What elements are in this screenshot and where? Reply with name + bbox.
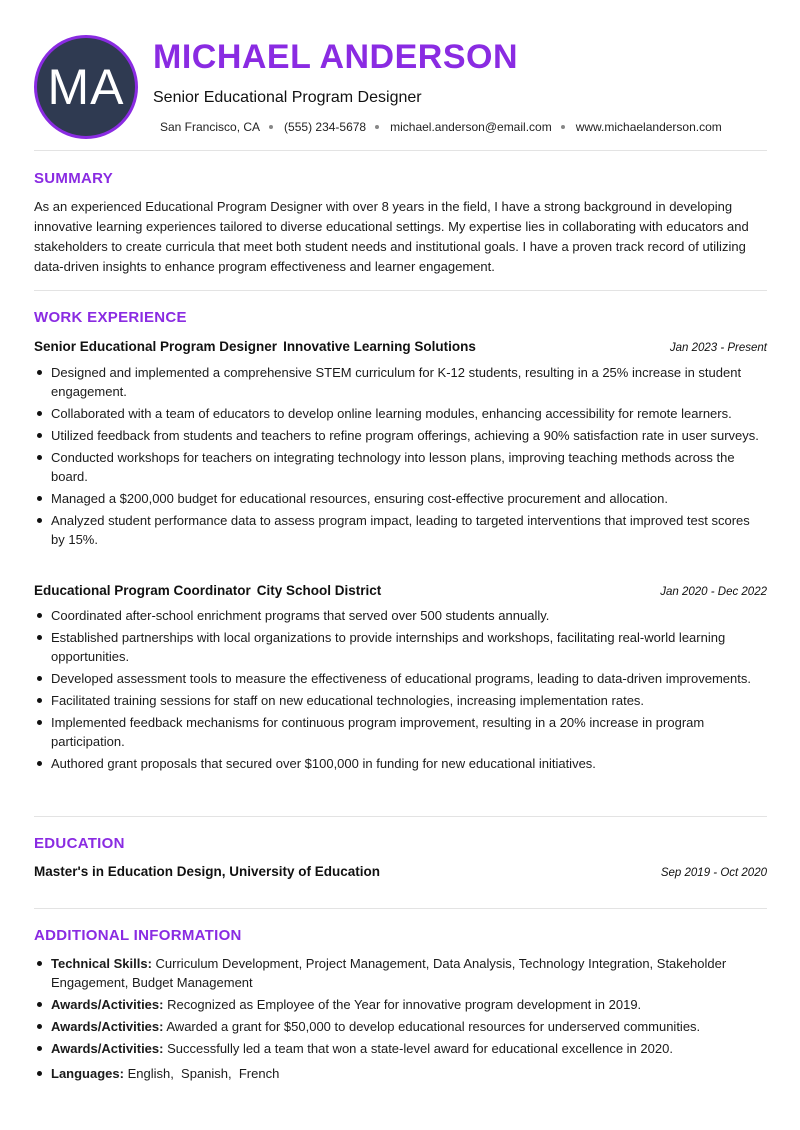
item-label: Awards/Activities:	[51, 1019, 164, 1034]
item-label: Awards/Activities:	[51, 1041, 164, 1056]
summary-heading: SUMMARY	[34, 170, 114, 187]
job-header	[34, 338, 767, 356]
contact-phone[interactable]: (555) 234-5678	[284, 120, 367, 134]
avatar	[34, 35, 138, 139]
list-item: Designed and implemented a comprehensive STEM curriculum for K-12 students, resulting in a 25% increase in student engagement.	[34, 363, 767, 401]
list-item	[34, 1039, 767, 1058]
job-date: Jan 2020 - Dec 2022	[660, 586, 767, 598]
item-text: Awarded a grant for $50,000 to develop educational resources for underserved communities.	[163, 1019, 701, 1034]
education-entry	[34, 864, 767, 879]
list-item: Analyzed student performance data to assess program impact, leading to targeted interventions that improved test scores by 15%.	[34, 511, 767, 549]
job-company: City School District	[256, 583, 382, 598]
item-text: Recognized as Employee of the Year for innovative program development in 2019.	[163, 997, 642, 1012]
item-text: Curriculum Development, Project Management, Data Analysis, Technology Integration, Stakeholder Engagement, Budget Management	[51, 956, 727, 990]
list-item: Implemented feedback mechanisms for continuous program improvement, resulting in a 20% increase in program participation.	[34, 713, 767, 751]
separator-dot-icon	[269, 125, 273, 129]
divider	[34, 290, 767, 291]
list-item	[34, 954, 767, 992]
job-bullets	[34, 606, 767, 776]
contact-location: San Francisco, CA	[160, 120, 261, 134]
job-header	[34, 582, 767, 600]
summary-text: As an experienced Educational Program Designer with over 8 years in the field, I have a strong background in developing innovative learning experiences tailored to diverse educational settings. My expertise lies in collaborating with educators and stakeholders to create curricula that meet both student needs and institutional goals. I have a proven track record of utilizing data-driven insights to enhance program effectiveness and learner engagement.	[34, 199, 749, 274]
job-bullets	[34, 363, 767, 552]
additional-info-list	[34, 954, 767, 1086]
job-role-company	[34, 338, 476, 356]
divider	[34, 150, 767, 151]
separator-dot-icon	[375, 125, 379, 129]
education-date: Sep 2019 - Oct 2020	[660, 867, 767, 879]
list-item: Coordinated after-school enrichment programs that served over 500 students annually.	[34, 606, 767, 625]
job-role: Educational Program Coordinator	[34, 583, 251, 598]
job-title: Senior Educational Program Designer	[153, 89, 422, 106]
job-date: Jan 2023 - Present	[669, 342, 767, 354]
contact-website[interactable]: www.michaelanderson.com	[575, 120, 722, 134]
work-experience-heading: WORK EXPERIENCE	[34, 309, 187, 326]
job-role: Senior Educational Program Designer	[34, 339, 278, 354]
item-label: Languages:	[51, 1066, 124, 1081]
item-label: Awards/Activities:	[51, 997, 164, 1012]
list-item	[34, 1064, 767, 1083]
candidate-name: MICHAEL ANDERSON	[153, 38, 519, 76]
additional-info-heading: ADDITIONAL INFORMATION	[34, 927, 242, 944]
item-label: Technical Skills:	[51, 956, 152, 971]
contact-email[interactable]: michael.anderson@email.com	[390, 120, 552, 134]
separator-dot-icon	[561, 125, 565, 129]
list-item: Developed assessment tools to measure the effectiveness of educational programs, leading to data-driven improvements.	[34, 669, 767, 688]
list-item: Utilized feedback from students and teachers to refine program offerings, achieving a 90% satisfaction rate in user surveys.	[34, 426, 767, 445]
list-item: Established partnerships with local organizations to provide internships and workshops, facilitating real-world learning opportunities.	[34, 628, 767, 666]
avatar-initials: MA	[47, 59, 125, 115]
list-item: Authored grant proposals that secured over $100,000 in funding for new educational initiatives.	[34, 754, 767, 773]
job-role-company	[34, 582, 381, 600]
list-item: Collaborated with a team of educators to develop online learning modules, enhancing accessibility for remote learners.	[34, 404, 767, 423]
education-degree: Master's in Education Design, University of Education	[34, 864, 381, 879]
list-item: Conducted workshops for teachers on integrating technology into lesson plans, improving teaching methods across the board.	[34, 448, 767, 486]
divider	[34, 908, 767, 909]
contact-bar	[160, 120, 722, 134]
education-heading: EDUCATION	[34, 835, 125, 852]
list-item	[34, 995, 767, 1014]
job-company: Innovative Learning Solutions	[283, 339, 476, 354]
list-item: Managed a $200,000 budget for educational resources, ensuring cost-effective procurement and allocation.	[34, 489, 767, 508]
list-item	[34, 1017, 767, 1036]
item-text: Successfully led a team that won a state-level award for educational excellence in 2020.	[163, 1041, 673, 1056]
divider	[34, 816, 767, 817]
list-item: Facilitated training sessions for staff on new educational technologies, increasing implementation rates.	[34, 691, 767, 710]
item-text: English, Spanish, French	[123, 1066, 280, 1081]
